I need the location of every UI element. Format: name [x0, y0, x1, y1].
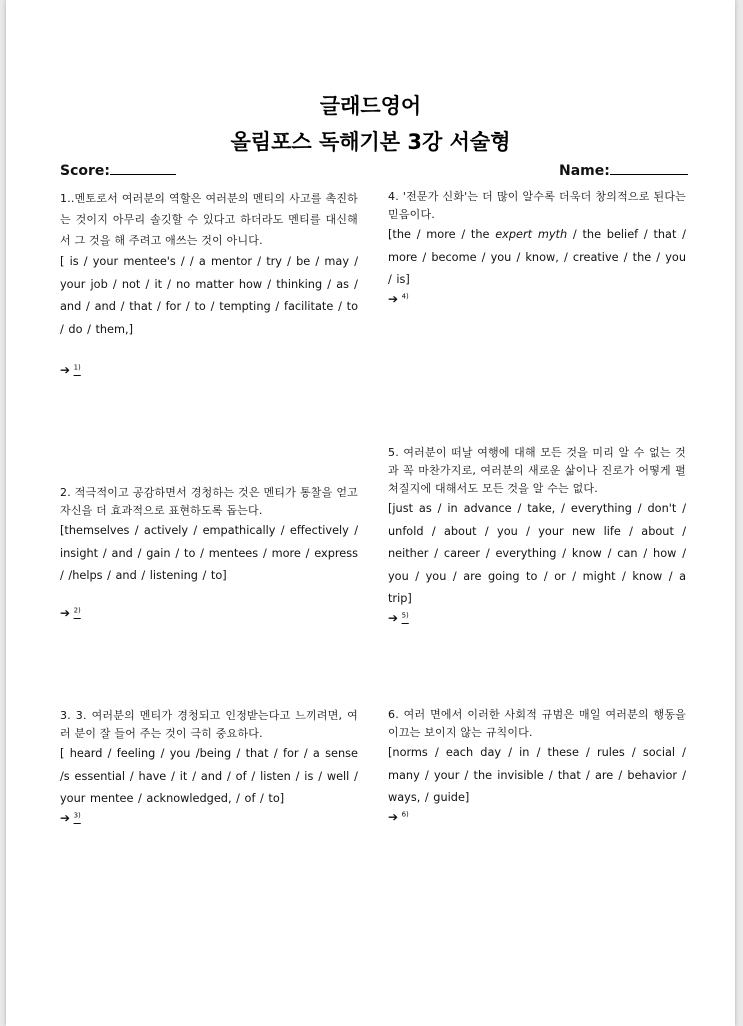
answer-2-number: 2) [73, 605, 81, 614]
score-blank[interactable] [110, 162, 176, 175]
score-label: Score: [60, 163, 110, 179]
question-2-korean: 2. 적극적이고 공감하면서 경청하는 것은 멘티가 통찰을 얻고 자신을 더 효과적으로 표현하도록 돕는다. [60, 486, 358, 517]
question-6 [388, 706, 686, 824]
answer-5-number: 5) [401, 610, 409, 619]
question-3 [60, 707, 358, 825]
question-6-answer[interactable] [388, 810, 686, 824]
name-label: Name: [559, 163, 610, 179]
question-5-korean: 5. 여러분이 떠날 여행에 대해 모든 것을 미리 알 수 없는 것과 꼭 마찬가지로, 여러분의 새로운 삶이나 진로가 어떻게 펼쳐질지에 대해서도 모든 것을 알 수는 없다. [388, 446, 686, 495]
question-4-korean: 4. '전문가 신화'는 더 많이 알수록 더욱더 창의적으로 된다는 믿음이다. [388, 190, 686, 221]
answer-3-number: 3) [73, 810, 81, 819]
question-5-words: [just as / in advance / take, / everything / don't / unfold / about / you / your new life / about / neither / career / everything / know / can / how / you / you / are going to / or / might / know / a trip] [388, 502, 686, 605]
question-4-words-italic: expert myth [495, 228, 568, 241]
arrow-icon: ➔ [388, 291, 399, 306]
answer-1-number: 1) [73, 363, 81, 372]
question-1-words: [ is / your mentee's / / a mentor / try / be / may / your job / not / it / no matter how / thinking / as / and / and / that / for / to / tempting / facilitate / to / do / them,] [60, 255, 358, 336]
question-4 [388, 188, 686, 306]
question-2 [60, 484, 358, 620]
arrow-icon: ➔ [60, 363, 71, 377]
name-field [559, 162, 688, 179]
answer-6-number: 6) [401, 809, 409, 818]
question-2-words: [themselves / actively / empathically / effectively / insight / and / gain / to / mentees / more / express / /helps / and / listening / to] [60, 524, 358, 582]
question-3-answer[interactable] [60, 811, 358, 825]
question-5-answer[interactable] [388, 611, 686, 625]
name-blank[interactable] [610, 162, 688, 175]
worksheet-page [6, 0, 735, 1026]
question-4-answer[interactable] [388, 292, 686, 306]
question-6-korean: 6. 여러 면에서 이러한 사회적 규범은 매일 여러분의 행동을 이끄는 보이지 않는 규칙이다. [388, 708, 686, 739]
question-2-answer[interactable] [60, 606, 358, 620]
arrow-icon: ➔ [60, 605, 71, 620]
question-5 [388, 444, 686, 625]
title-line-1: 글래드영어 [319, 94, 422, 118]
question-1 [60, 188, 358, 377]
question-4-words-part1: [the / more / the [388, 228, 496, 241]
score-field [60, 162, 176, 179]
question-6-words: [norms / each day / in / these / rules / social / many / your / the invisible / that / are / behavior / ways, / guide] [388, 746, 686, 804]
title-line-2: 올림포스 독해기본 3강 서술형 [230, 130, 511, 154]
question-1-korean: 1..멘토로서 여러분의 역할은 여러분의 멘티의 사고를 촉진하는 것이지 아무리 솔깃할 수 있다고 하더라도 멘티를 대신해서 그 것을 해 주려고 애쓰는 것이 아니다. [60, 192, 358, 247]
arrow-icon: ➔ [60, 810, 71, 825]
question-3-korean: 3. 3. 여러분의 멘티가 경청되고 인정받는다고 느끼려면, 여러 분이 잘 들어 주는 것이 극히 중요하다. [60, 709, 358, 740]
arrow-icon: ➔ [388, 809, 399, 824]
question-1-answer[interactable] [60, 363, 358, 377]
question-3-words: [ heard / feeling / you /being / that / for / a sense /s essential / have / it / and / of / listen / is / well / your mentee / acknowledged, / of / to] [60, 747, 358, 805]
arrow-icon: ➔ [388, 610, 399, 625]
answer-4-number: 4) [401, 291, 409, 300]
question-4-words [388, 224, 686, 292]
question-4-words-part2: / the belief / that / more / become / you / know, / creative / the / you / is] [388, 228, 686, 286]
